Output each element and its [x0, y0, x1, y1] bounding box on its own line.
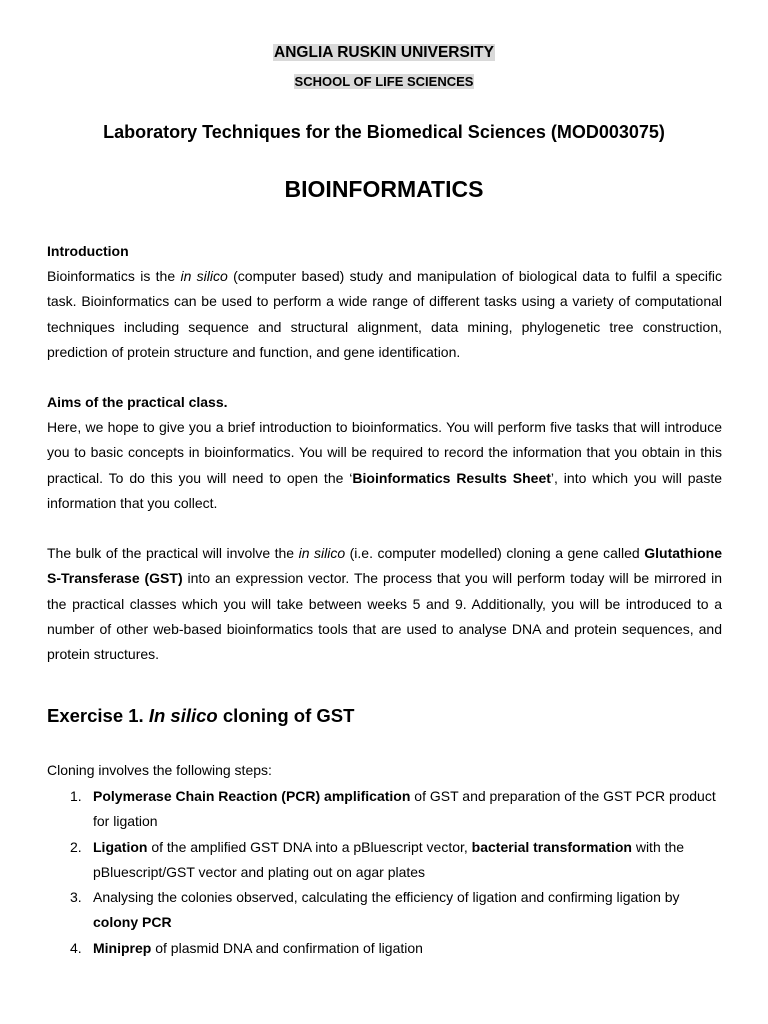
aims-heading: Aims of the practical class. [47, 394, 228, 410]
list-item: 2. Ligation of the amplified GST DNA into a pBluescript vector, bacterial transformation with the pBluescript/GST vector and plating out on agar plates [70, 838, 685, 880]
introduction-heading: Introduction [47, 243, 129, 259]
list-item: 3. Analysing the colonies observed, calculating the efficiency of ligation and confirming ligation by colony PCR [70, 889, 680, 931]
aims-paragraph: Here, we hope to give you a brief introduction to bioinformatics. You will perform five tasks that will introduce you to basic concepts in bioinformatics. You will be required to record the information that you obtain in this practical. To do this you will need to open the ‘Bioinformatics Results Sheet’, into which you will paste information that you collect. [47, 419, 722, 511]
bulk-paragraph: The bulk of the practical will involve the in silico (i.e. computer modelled) cloning a gene called Glutathione S-Transferase (GST) into an expression vector. The process that you will perform today will be mirrored in the practical classes which you will take between weeks 5 and 9. Additionally, you will be introduced to a number of other web-based bioinformatics tools that are used to analyse DNA and protein sequences, and protein structures. [47, 545, 723, 663]
exercise-1-heading: Exercise 1. In silico cloning of GST [47, 705, 355, 726]
school-name: SCHOOL OF LIFE SCIENCES [294, 74, 474, 89]
cloning-steps-intro: Cloning involves the following steps: [47, 762, 272, 778]
university-header [0, 44, 768, 62]
cloning-steps-list [47, 784, 727, 961]
document-title: BIOINFORMATICS [284, 176, 484, 202]
school-header [0, 73, 768, 91]
list-item: 4. Miniprep of plasmid DNA and confirmation of ligation [70, 939, 423, 956]
introduction-paragraph: Bioinformatics is the in silico (computer based) study and manipulation of biological data to fulfil a specific task. Bioinformatics can be used to perform a wide range of different tasks using a variety of computational techniques including sequence and structural alignment, data mining, phylogenetic tree construction, prediction of protein structure and function, and gene identification. [47, 268, 722, 360]
university-name: ANGLIA RUSKIN UNIVERSITY [274, 44, 494, 61]
course-title: Laboratory Techniques for the Biomedical Sciences (MOD003075) [103, 122, 665, 142]
list-item: 1. Polymerase Chain Reaction (PCR) amplification of GST and preparation of the GST PCR product for ligation [70, 788, 716, 830]
